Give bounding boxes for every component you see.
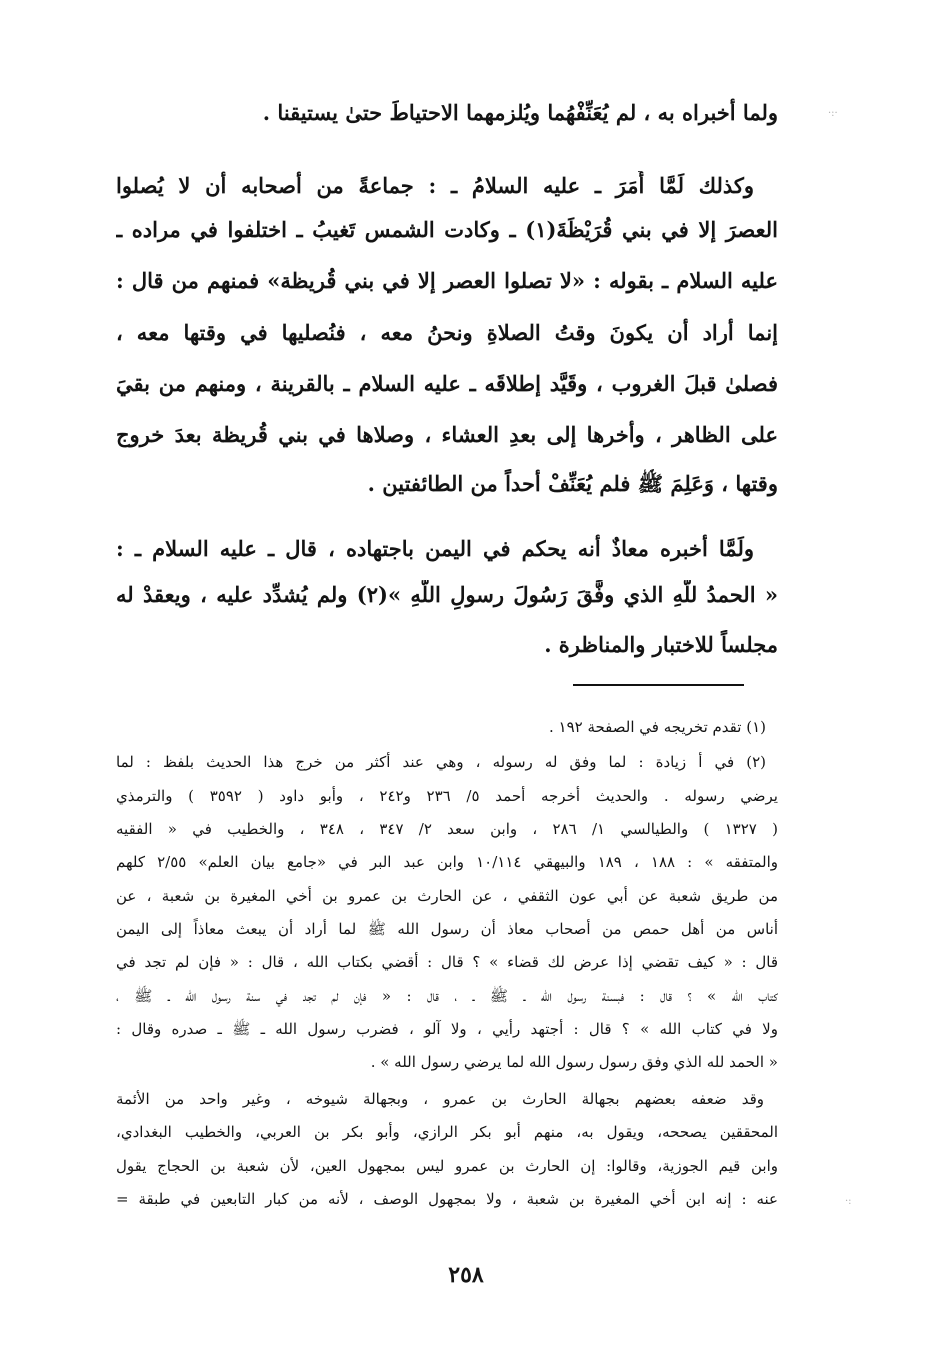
main-text-line: فصلىٰ قبلَ الغروب ، وقَيَّد إطلاقَه ـ عليه السلام ـ بالقرينة ، ومنهم من بقيَ xyxy=(116,371,778,396)
footnote-line: « الحمد لله الذي وفق رسول رسول الله لما يرضي رسول الله » . xyxy=(370,1053,778,1071)
footnote-line: (١) تقدم تخريجه في الصفحة ١٩٢ . xyxy=(548,718,766,736)
main-text-line: ولما أخبراه به ، لم يُعَنِّفْهُما ويُلزمهما الاحتياطَ حتىٰ يستيقنا . xyxy=(262,100,778,125)
main-text-line: مجلساً للاختبار والمناظرة . xyxy=(544,632,778,657)
footnote-line: وقد ضعفه بعضهم بجهالة الحارث بن عمرو ، وبجهالة شيوخه ، وغير واحد من الأئمة xyxy=(116,1090,764,1108)
scan-speck: ·:· xyxy=(828,108,838,119)
page-number: ٢٥٨ xyxy=(448,1262,484,1288)
footnote-line: المحققين يصححه، ويقول به، منهم أبو بكر الرازي، وأبو بكر بن العربي، والخطيب البغدادي، xyxy=(116,1123,778,1141)
footnote-line: وابن قيم الجوزية، وقالوا: إن الحارث بن عمرو ليس بمجهول العين، لأن شعبة بن الحجاج يقول xyxy=(116,1157,778,1175)
footnote-separator xyxy=(573,684,744,686)
footnote-line: والمتفقه » : ١٨٨ ، ١٨٩ والبيهقي ١٠/١١٤ وابن عبد البر في «جامع بيان العلم» ٢/٥٥ كلهم xyxy=(116,853,778,871)
main-text-line: على الظاهر ، وأخرها إلى بعدِ العشاء ، وصلاها في بني قُريظة بعدَ خروج xyxy=(116,422,778,447)
footnote-line: عنه : إنه ابن أخي المغيرة بن شعبة ، ولا بمجهول الوصف ، لأنه من كبار التابعين في طبقة = xyxy=(116,1190,778,1208)
main-text-line: ولَمَّا أخبره معاذٌ أنه يحكم في اليمن باجتهاده ، قال ـ عليه السلام ـ : xyxy=(116,536,754,561)
footnote-line: أناس من أهل حمص من أصحاب معاذ أن رسول الله ﷺ لما أراد أن يبعث معاذاً إلى اليمن xyxy=(116,920,778,938)
scan-speck: ·: xyxy=(845,1196,852,1207)
main-text-line: وكذلك لَمَّا أَمَرَ ـ عليه السلامُ ـ : جماعةً من أصحابه أن لا يُصلوا xyxy=(116,173,754,198)
footnote-line: من طريق شعبة عن أبي عون الثقفي ، عن الحارث بن عمرو بن أخي المغيرة بن شعبة ، عن xyxy=(116,887,778,905)
main-text-line: العصرَ إلا في بني قُرَيْظَةَ(١) ـ وكادت الشمس تَغيبُ ـ اختلفوا في مراده ـ xyxy=(116,217,778,242)
footnote-line: يرضي رسوله . والحديث أخرجه أحمد ٥/ ٢٣٦ و٢٤٢ ، وأبو داود ( ٣٥٩٢ ) والترمذي xyxy=(116,787,778,805)
footnote-line: (٢) في أ زيادة : لما وفق له رسوله ، وهي عند أكثر من خرج هذا الحديث بلفظ : لما xyxy=(116,753,766,771)
main-text-line: عليه السلام ـ بقوله : «لا تصلوا العصر إلا في بني قُريظة» فمنهم من قال : xyxy=(116,268,778,293)
main-text-line: وقتها ، وَعَلِمَ ﷺ فلم يُعَنِّفْ أحداً من الطائفتين . xyxy=(367,471,778,496)
footnote-line: ( ١٣٢٧ ) والطيالسي ١/ ٢٨٦ ، وابن سعد ٢/ ٣٤٧ ، ٣٤٨ ، والخطيب في « الفقيه xyxy=(116,820,778,838)
footnote-line: قال : « كيف تقضي إذا عرض لك قضاء » ؟ قال : أقضي بكتاب الله ، قال : « فإن لم تجد في xyxy=(116,953,778,971)
main-text-line: « الحمدُ للَّهِ الذي وفَّقَ رَسُولَ رسولِ اللَّهِ »(٢) ولم يُشدِّد عليه ، ويعقدْ له xyxy=(116,582,778,607)
footnote-line: كتاب الله » ؟ قال : فبسنة رسول الله ـ ﷺ ـ ، قال : « فإن لم تجد في سنة رسول الله ـ ﷺ ، xyxy=(116,987,778,1005)
main-text-line: إنما أراد أن يكونَ وقتُ الصلاةِ ونحنُ معه ، فنُصليها في وقتها معه ، xyxy=(116,320,778,345)
footnote-line: ولا في كتاب الله » ؟ قال : أجتهد رأيي ، ولا آلو ، فضرب رسول الله ـ ﷺ ـ صدره وقال : xyxy=(116,1020,778,1038)
